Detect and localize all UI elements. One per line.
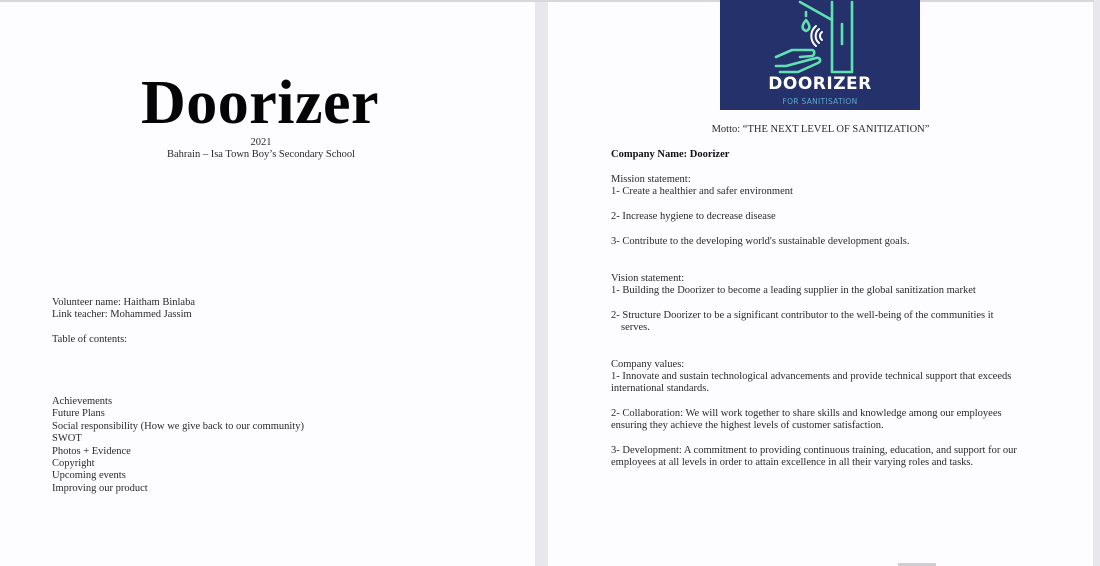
document-page-2: [548, 2, 1093, 566]
vision-item: 1- Building the Doorizer to become a leading supplier in the global sanitization market: [611, 285, 976, 296]
link-teacher: Link teacher: Mohammed Jassim: [52, 309, 192, 320]
values-item: 2- Collaboration: We will work together to share skills and knowledge among our employees ensuring they achieve the highest levels of customer satisfaction.: [611, 408, 1002, 432]
values-item: 3- Development: A commitment to providing continuous training, education, and support for our employees at all levels in order to attain excellence in all their varying roles and tasks.: [611, 445, 1017, 469]
vision-item: 2- Structure Doorizer to be a significant contributor to the well-being of the communities it: [611, 310, 994, 321]
values-item: 1- Innovate and sustain technological advancements and provide technical support that exceeds international standards.: [611, 371, 1012, 395]
toc-item: Photos + Evidence: [52, 445, 131, 457]
toc-item: Copyright: [52, 458, 95, 470]
company-name: Company Name: Doorizer: [611, 149, 730, 160]
mission-item: 2- Increase hygiene to decrease disease: [611, 211, 776, 222]
volunteer-name: Volunteer name: Haitham Binlaba: [52, 297, 195, 308]
mission-heading: Mission statement:: [611, 174, 691, 185]
vision-item-continued: serves.: [621, 322, 650, 333]
logo-wordmark: DOORIZER: [768, 74, 872, 94]
vision-heading: Vision statement:: [611, 273, 685, 284]
toc-item: Future Plans: [52, 408, 105, 420]
vertical-scrollbar[interactable]: [1094, 0, 1100, 566]
doorizer-logo: [720, 0, 920, 110]
toc-item: Upcoming events: [52, 470, 126, 482]
toc-item: Achievements: [52, 396, 113, 407]
document-title: Doorizer: [140, 69, 380, 137]
year: 2021: [250, 137, 272, 148]
school-name: Bahrain – Isa Town Boy’s Secondary School: [166, 149, 356, 160]
document-page-1: [0, 2, 535, 566]
values-heading: Company values:: [611, 359, 685, 370]
toc-label: Table of contents:: [52, 334, 128, 345]
mission-item: 3- Contribute to the developing world's sustainable development goals.: [611, 236, 910, 247]
table-of-contents: [52, 396, 304, 495]
motto: Motto: “THE NEXT LEVEL OF SANITIZATION”: [711, 124, 930, 135]
toc-item: SWOT: [52, 433, 82, 445]
toc-item: Social responsibility (How we give back to our community): [52, 420, 304, 432]
mission-item: 1- Create a healthier and safer environment: [611, 186, 793, 197]
logo-tagline: FOR SANITISATION: [782, 97, 858, 106]
toc-item: Improving our product: [52, 482, 148, 494]
